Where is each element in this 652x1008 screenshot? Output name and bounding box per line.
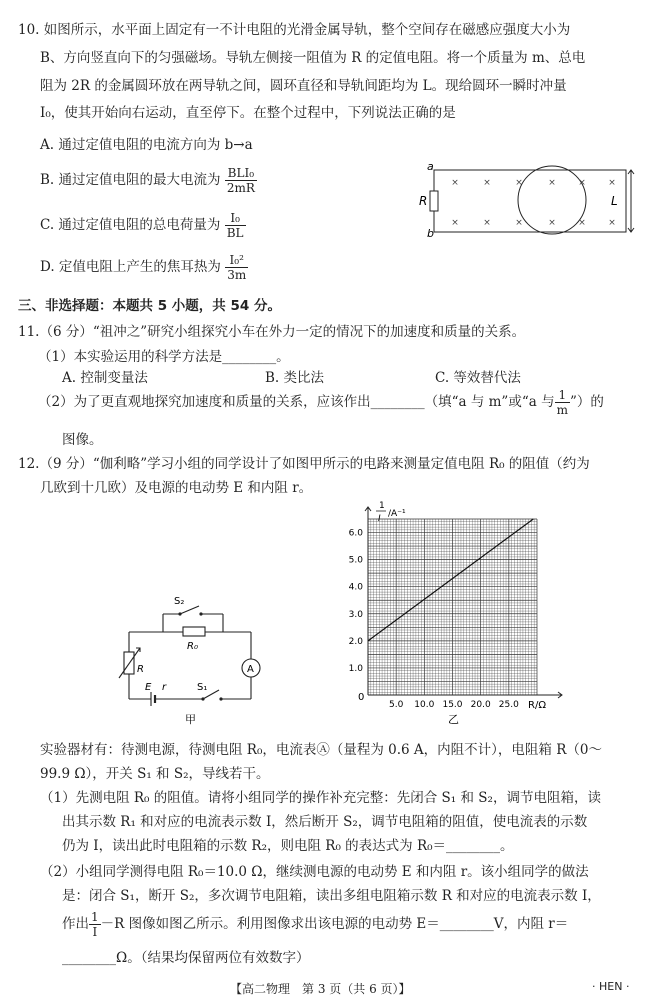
q11-part2-text: （2）为了更直观地探究加速度和质量的关系，应该作出________（填“a 与 m”或“a 与	[38, 394, 555, 410]
y-tick-label: 1.0	[348, 663, 363, 674]
q12-line2: 几欧到十几欧）及电源的电动势 E 和内阻 r。	[40, 480, 313, 496]
caption-yi: 乙	[448, 713, 459, 726]
label-r: R	[419, 194, 428, 208]
q12-part1-line3: 仍为 I，读出此时电阻箱的示数 R₂，则电阻 R₀ 的表达式为 R₀＝________。	[62, 838, 514, 854]
rail-loop	[434, 170, 626, 232]
magnetic-field-crosses	[451, 178, 616, 228]
q11-part2	[38, 388, 604, 417]
q11-option-a: A. 控制变量法	[62, 370, 148, 386]
section-heading: 三、非选择题：本题共 5 小题，共 54 分。	[18, 298, 281, 314]
x-tick-label: 10.0	[414, 700, 435, 710]
q10-option-c-text: C. 通过定值电阻的总电荷量为	[40, 217, 221, 233]
label-r-box: R	[137, 664, 144, 675]
q10-option-d-fraction: $\frac{\text{I₀²}}{3m}$	[227, 253, 247, 282]
x-tick-label: 15.0	[442, 700, 463, 710]
q11-part2-line2: 图像。	[62, 432, 103, 448]
svg-text:×: ×	[483, 218, 491, 228]
q12-line1: 12.（9 分）“伽利略”学习小组的同学设计了如图甲所示的电路来测量定值电阻 R₀ 的阻值（约为	[18, 456, 590, 472]
y-tick-label: 5.0	[348, 555, 363, 566]
page-footer: 【高二物理 第 3 页（共 6 页）】	[230, 982, 411, 996]
resistor-r0	[183, 627, 205, 636]
label-a: a	[427, 160, 434, 173]
x-axis-label: R/Ω	[528, 700, 546, 711]
graph-axes	[365, 507, 562, 698]
svg-text:×: ×	[451, 178, 459, 188]
q12-part2-fraction: $\frac{1}{I}$	[91, 910, 99, 939]
q12-part2-line2: 是：闭合 S₁，断开 S₂，多次调节电阻箱，读出多组电阻箱示数 R 和对应的电流表示数 I，	[62, 888, 601, 904]
q12-part2-line3-end: －R 图像如图乙所示。利用图像求出该电源的电动势 E＝________V，内阻 r＝	[100, 916, 569, 932]
label-b: b	[427, 227, 434, 240]
x-tick-label: 25.0	[498, 700, 519, 710]
q10-line4: I₀，使其开始向右运动，直至停下。在整个过程中，下列说法正确的是	[40, 105, 456, 121]
q12-part2-line3-start: 作出	[62, 916, 89, 932]
circuit-diagram	[115, 590, 275, 730]
q10-option-b-text: B. 通过定值电阻的最大电流为	[40, 172, 221, 188]
q12-part2-line1: （2）小组同学测得电阻 R₀＝10.0 Ω，继续测电源的电动势 E 和内阻 r。该小组同学的做法	[40, 864, 589, 880]
q12-part2-line4: ________Ω。（结果均保留两位有效数字）	[62, 950, 310, 966]
q11-part2-fraction: $\frac{1}{m}$	[556, 388, 568, 417]
svg-text:×: ×	[608, 218, 616, 228]
q12-part1-line1: （1）先测电阻 R₀ 的阻值。请将小组同学的操作补充完整：先闭合 S₁ 和 S₂，调节电阻箱，读	[40, 790, 601, 806]
graph-grid	[368, 519, 537, 695]
q12-equipment-line1: 实验器材有：待测电源，待测电阻 R₀，电流表Ⓐ（量程为 0.6 A，内阻不计），电阻箱 R（0～	[40, 742, 602, 758]
caption-jia: 甲	[185, 713, 196, 726]
q12-part1-line2: 出其示数 R₁ 和对应的电流表示数 I，然后断开 S₂，调节电阻箱的阻值，使电流表的示数	[62, 814, 588, 830]
label-r0: R₀	[187, 641, 198, 652]
svg-text:×: ×	[515, 178, 523, 188]
q10-line1: 10. 如图所示，水平面上固定有一不计电阻的光滑金属导轨，整个空间存在磁感应强度大小为	[18, 22, 571, 38]
q11-part2-end: ”）的	[569, 394, 604, 410]
y-label-denominator: I	[378, 514, 381, 524]
svg-text:×: ×	[578, 218, 586, 228]
q10-option-a: A. 通过定值电阻的电流方向为 b→a	[40, 137, 253, 153]
label-ammeter: A	[247, 664, 254, 675]
svg-text:×: ×	[483, 178, 491, 188]
y-label-unit: /A⁻¹	[388, 509, 406, 519]
q10-option-c-fraction: $\frac{\text{I₀}}{BL}$	[226, 211, 244, 240]
q11-option-c: C. 等效替代法	[435, 370, 521, 386]
label-s1: S₁	[197, 682, 208, 693]
label-l: L	[611, 194, 618, 208]
label-r-internal: r	[162, 682, 167, 693]
switch-s2	[180, 606, 199, 614]
y-tick-label: 2.0	[348, 636, 363, 647]
svg-text:×: ×	[515, 218, 523, 228]
x-tick-label: 20.0	[470, 700, 491, 710]
resistor-r	[430, 191, 438, 211]
q10-line2: B、方向竖直向下的匀强磁场。导轨左侧接一阻值为 R 的定值电阻。将一个质量为 m、总电	[40, 50, 586, 66]
q10-option-b	[40, 166, 257, 195]
origin-label: 0	[358, 692, 365, 703]
q12-part2-line3	[62, 910, 568, 939]
label-s2: S₂	[174, 596, 185, 607]
q11-part1: （1）本实验运用的科学方法是________。	[38, 349, 290, 365]
svg-text:×: ×	[548, 218, 556, 228]
q10-option-d	[40, 253, 248, 282]
q11-line1: 11.（6 分）“祖冲之”研究小组探究小车在外力一定的情况下的加速度和质量的关系。	[18, 324, 526, 340]
y-tick-label: 3.0	[348, 609, 363, 620]
svg-text:×: ×	[451, 218, 459, 228]
q10-line3: 阻为 2R 的金属圆环放在两导轨之间，圆环直径和导轨间距均为 L。现给圆环一瞬时冲量	[40, 78, 567, 94]
q10-option-b-fraction: $\frac{\text{BLI₀}}{2mR}$	[226, 166, 255, 195]
y-tick-label: 4.0	[348, 582, 363, 593]
graph-inverse-current-vs-resistance	[330, 497, 570, 727]
svg-text:×: ×	[608, 178, 616, 188]
svg-text:×: ×	[578, 178, 586, 188]
svg-text:×: ×	[548, 178, 556, 188]
q10-rail-figure	[418, 158, 643, 240]
q11-option-b: B. 类比法	[265, 370, 325, 386]
label-e: E	[145, 682, 152, 693]
q10-option-d-text: D. 定值电阻上产生的焦耳热为	[40, 259, 221, 275]
y-label-numerator: 1	[379, 501, 385, 511]
q10-option-c	[40, 211, 246, 240]
y-tick-label: 6.0	[348, 528, 363, 539]
footer-code: · HEN ·	[592, 980, 630, 993]
x-tick-label: 5.0	[389, 700, 404, 710]
q12-equipment-line2: 99.9 Ω），开关 S₁ 和 S₂，导线若干。	[40, 766, 270, 782]
